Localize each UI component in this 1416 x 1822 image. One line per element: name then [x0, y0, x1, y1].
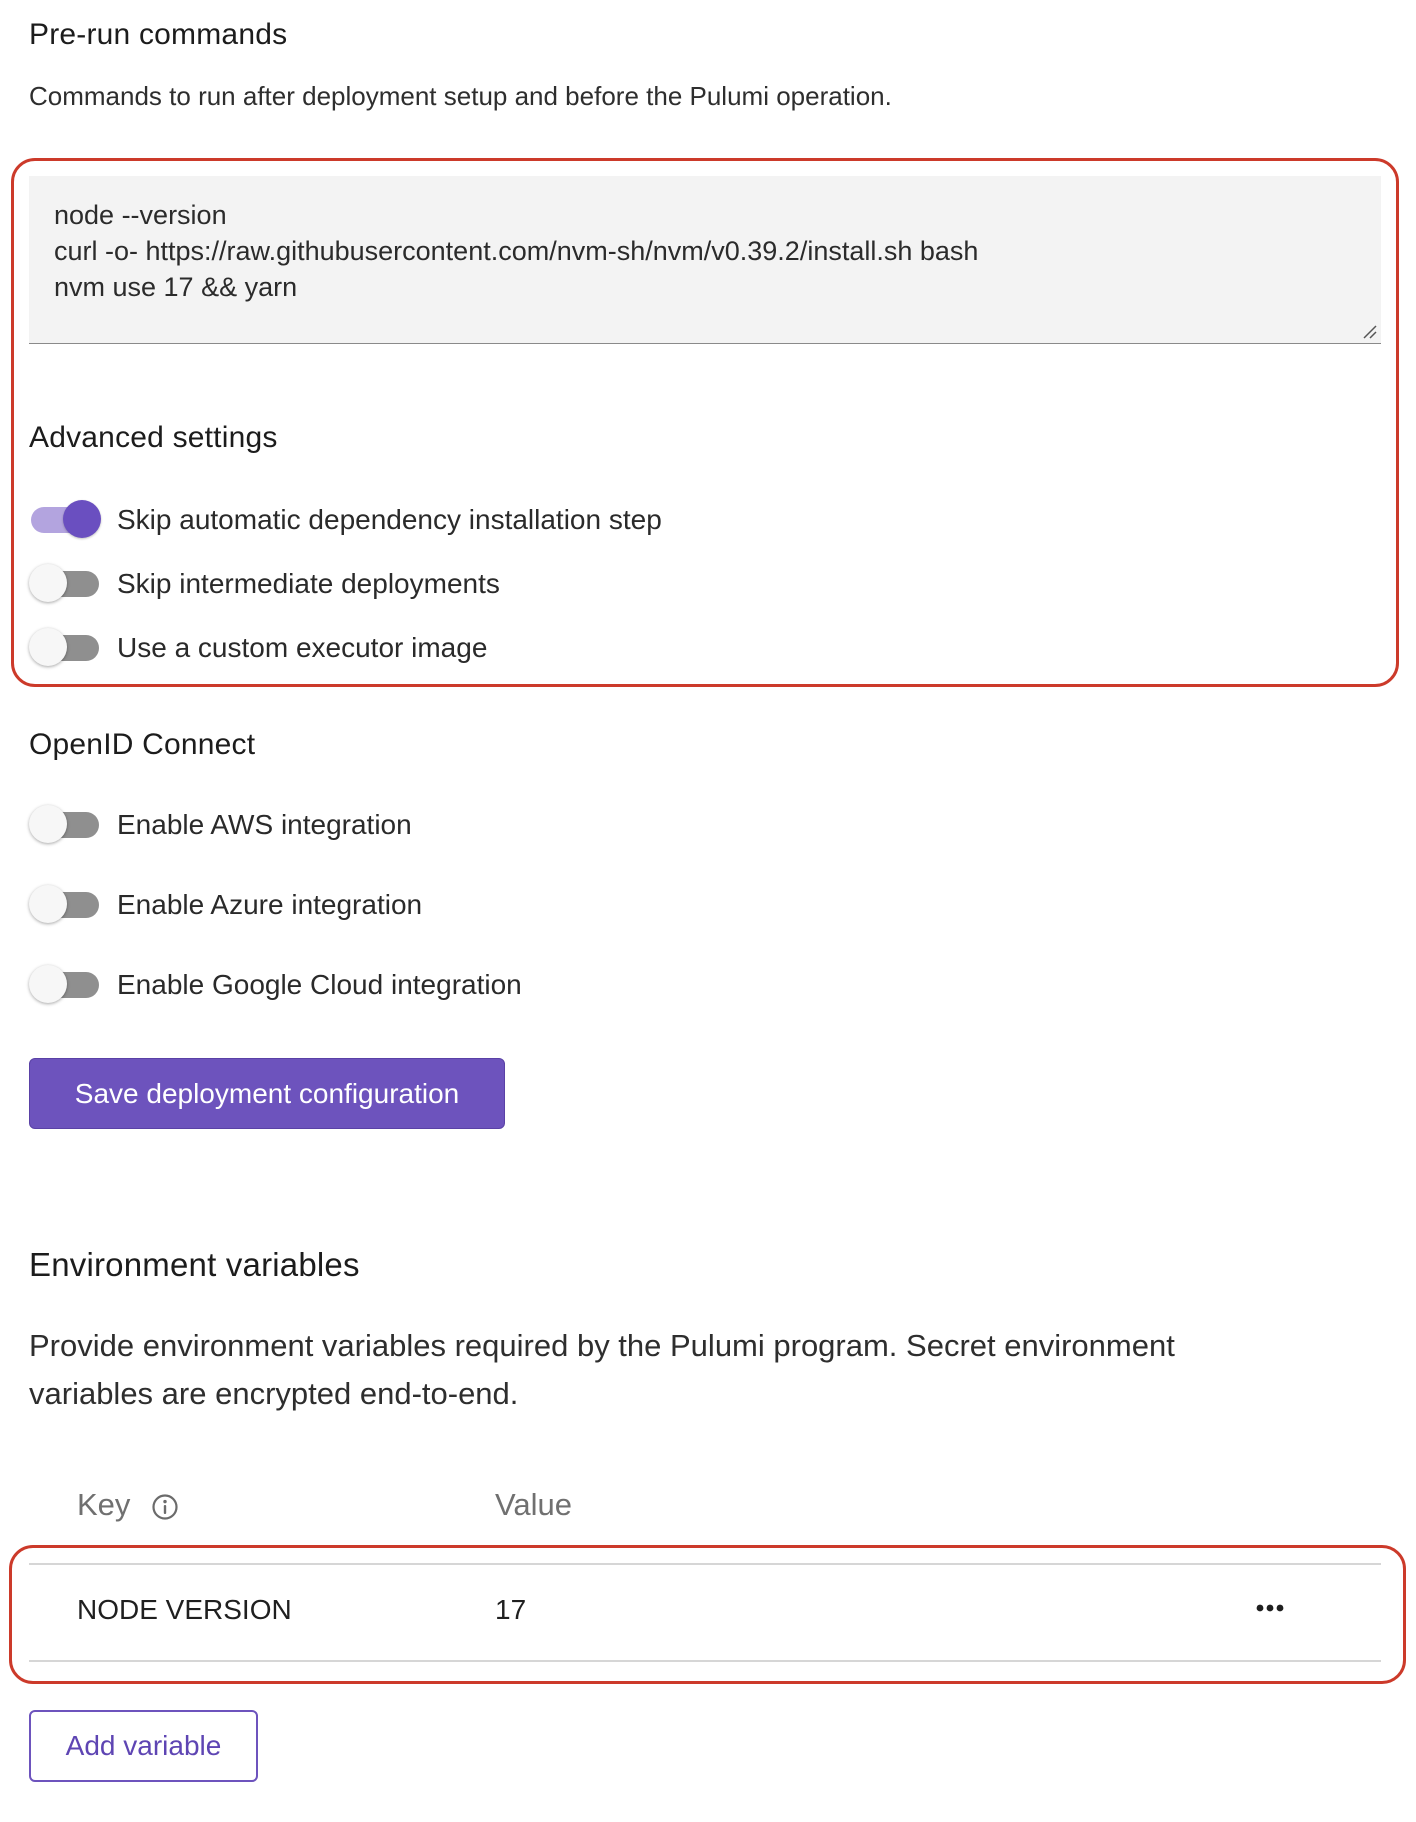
column-header-key: Key [77, 1487, 131, 1522]
env-key-cell: NODE VERSION [77, 1594, 292, 1625]
advanced-settings-title: Advanced settings [29, 421, 278, 454]
save-deployment-configuration-button[interactable]: Save deployment configuration [29, 1058, 505, 1129]
toggle-label: Enable Azure integration [117, 889, 423, 920]
toggle-thumb [63, 500, 101, 538]
more-horizontal-icon[interactable] [1255, 1602, 1285, 1614]
toggle-label: Skip automatic dependency installation step [117, 504, 662, 535]
resize-handle-icon[interactable] [1361, 323, 1377, 339]
toggle-label: Use a custom executor image [117, 632, 488, 663]
prerun-commands-textarea[interactable] [29, 176, 1381, 344]
toggle-thumb [29, 564, 67, 602]
toggle-enable-google-cloud[interactable] [29, 965, 101, 1005]
table-row[interactable] [29, 1564, 1381, 1660]
toggle-skip-intermediate-deployments[interactable] [29, 564, 101, 604]
info-circle-icon[interactable] [151, 1493, 179, 1521]
prerun-description: Commands to run after deployment setup and before the Pulumi operation. [29, 81, 892, 111]
toggle-label: Skip intermediate deployments [117, 568, 500, 599]
env-value-cell: 17 [495, 1594, 527, 1625]
environment-variables-title: Environment variables [29, 1246, 360, 1283]
toggle-label: Enable AWS integration [117, 809, 412, 840]
add-variable-button[interactable]: Add variable [29, 1710, 258, 1782]
environment-variables-description-line1: Provide environment variables required by the Pulumi program. Secret environment [29, 1328, 1175, 1363]
toggle-enable-aws[interactable] [29, 805, 101, 845]
environment-variables-description-line2: variables are encrypted end-to-end. [29, 1376, 519, 1411]
toggle-skip-dependency-install[interactable] [29, 500, 101, 540]
toggle-thumb [29, 885, 67, 923]
command-line: curl -o- https://raw.githubusercontent.com/nvm-sh/nvm/v0.39.2/install.sh bash [54, 236, 979, 266]
toggle-thumb [29, 628, 67, 666]
toggle-thumb [29, 805, 67, 843]
toggle-thumb [29, 965, 67, 1003]
command-line: nvm use 17 && yarn [54, 272, 298, 302]
toggle-enable-azure[interactable] [29, 885, 101, 925]
column-header-value: Value [495, 1487, 572, 1522]
table-bottom-divider [29, 1660, 1381, 1662]
toggle-label: Enable Google Cloud integration [117, 969, 522, 1000]
prerun-title: Pre-run commands [29, 18, 288, 51]
toggle-custom-executor-image[interactable] [29, 628, 101, 668]
openid-connect-title: OpenID Connect [29, 728, 256, 761]
command-line: node --version [54, 200, 227, 230]
